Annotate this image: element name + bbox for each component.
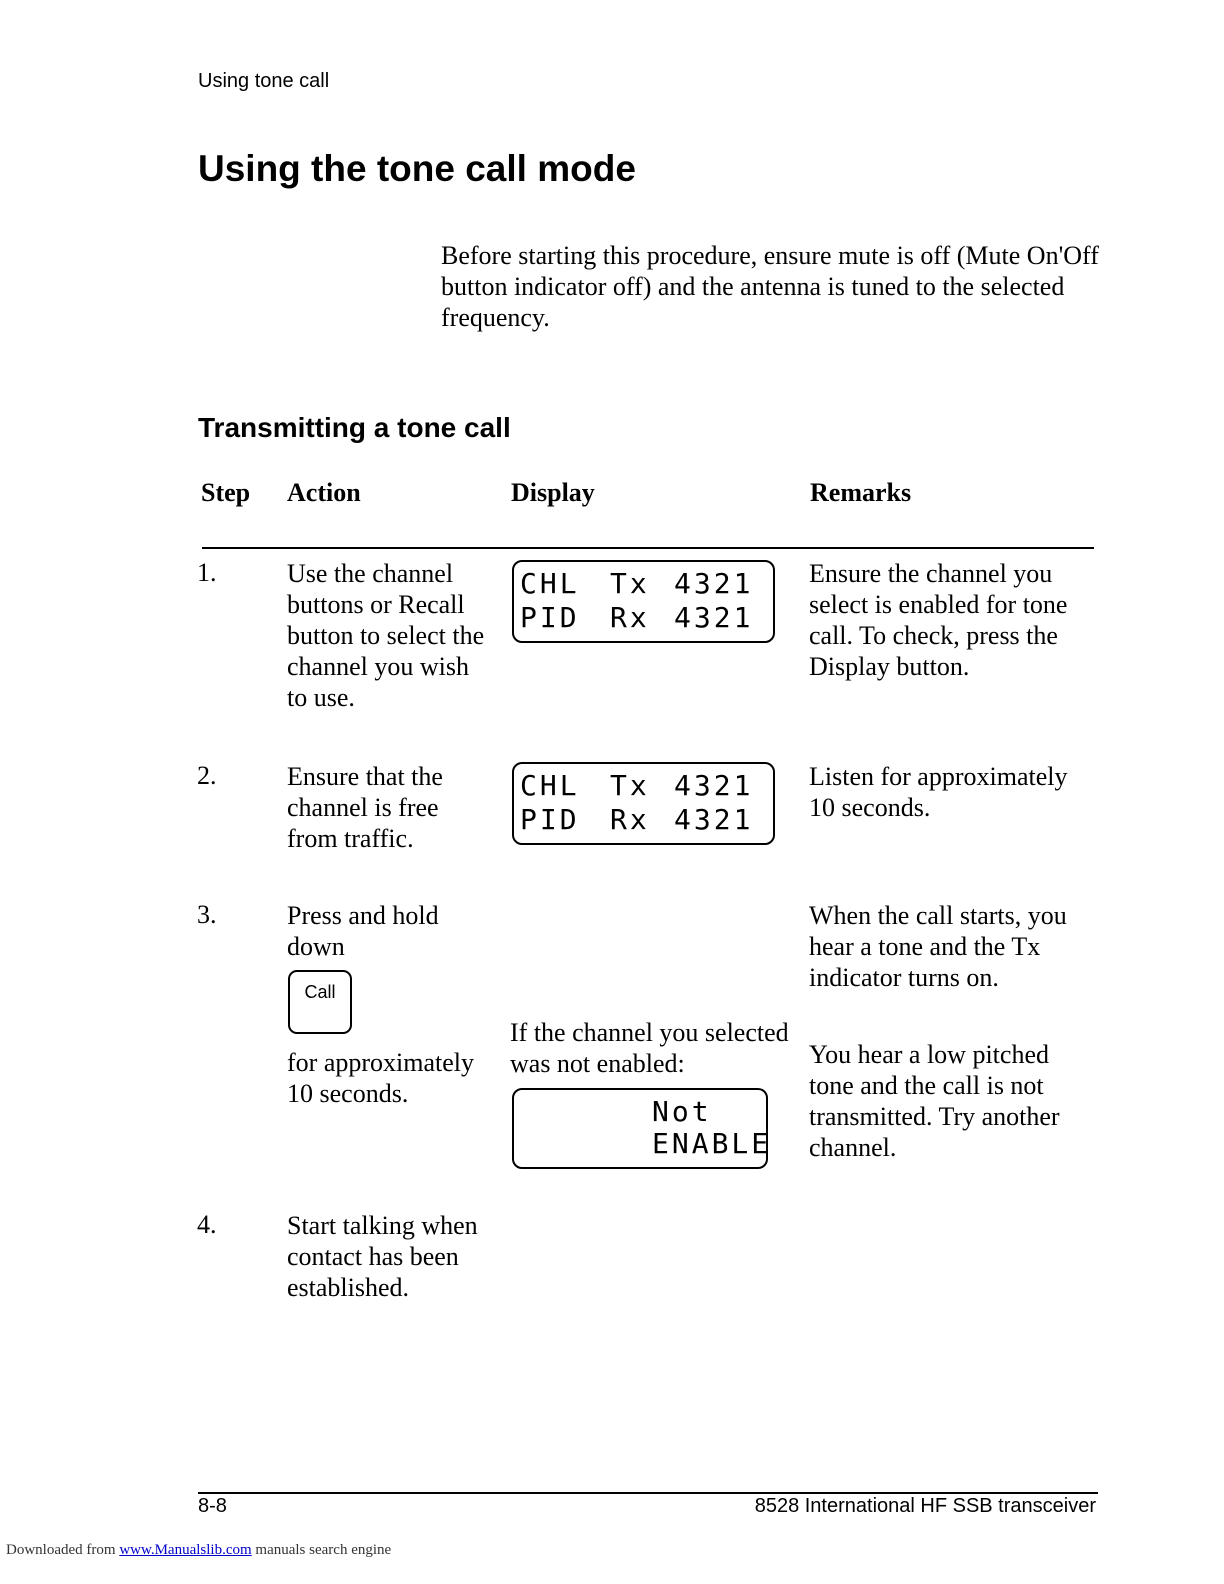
display-note: If the channel you selected was not enabled: — [510, 1018, 789, 1078]
page-number: 8-8 — [198, 1495, 227, 1517]
step-action-continued: for approximately 10 seconds. — [287, 1048, 474, 1108]
column-header-step: Step — [201, 478, 251, 507]
section-title: Transmitting a tone call — [198, 412, 511, 443]
page-title: Using the tone call mode — [198, 148, 636, 189]
download-prefix: Downloaded from — [6, 1542, 116, 1558]
lcd-text: Tx — [610, 769, 650, 802]
step-action: Start talking when contact has been established. — [287, 1211, 478, 1302]
step-remarks: Ensure the channel you select is enabled for tone call. To check, press the Display button. — [809, 559, 1068, 681]
lcd-text: 4321 — [674, 769, 754, 802]
lcd-text: 4321 — [674, 567, 754, 600]
header-rule — [202, 547, 1094, 549]
lcd-display-not-enable — [512, 1088, 772, 1169]
step-remarks: Listen for approximately 10 seconds. — [809, 762, 1068, 822]
lcd-text: Not — [652, 1095, 712, 1128]
step-action: Ensure that the channel is free from traffic. — [287, 762, 443, 853]
column-header-remarks: Remarks — [810, 478, 912, 507]
call-key-icon: Call — [288, 970, 352, 1034]
running-head: Using tone call — [198, 70, 330, 92]
lcd-display — [512, 762, 775, 845]
step-remarks: When the call starts, you hear a tone and the Tx indicator turns on. — [809, 901, 1067, 992]
step-action: Press and hold down — [287, 901, 439, 961]
lcd-display — [512, 560, 775, 643]
step-number: 2. — [197, 761, 217, 790]
lcd-text: CHL — [520, 567, 580, 600]
lcd-text: CHL — [520, 769, 580, 802]
step-number: 3. — [197, 900, 217, 929]
lcd-text: 4321 — [674, 601, 754, 634]
lcd-text: Tx — [610, 567, 650, 600]
footer-product: 8528 International HF SSB transceiver — [754, 1495, 1096, 1517]
step-number: 1. — [197, 558, 217, 587]
manualslib-link[interactable]: www.Manualslib.com — [119, 1542, 252, 1558]
lcd-text: Rx — [610, 803, 650, 836]
column-header-action: Action — [287, 478, 361, 507]
footer-rule — [198, 1492, 1098, 1494]
step-remarks-secondary: You hear a low pitched tone and the call is not transmitted. Try another channel. — [809, 1040, 1060, 1162]
step-action: Use the channel buttons or Recall button to select the channel you wish to use. — [287, 559, 485, 712]
download-note — [6, 1542, 391, 1559]
lcd-text: PID — [520, 601, 580, 634]
lcd-text: 4321 — [674, 803, 754, 836]
lcd-text: ENABLE — [652, 1127, 772, 1160]
step-number: 4. — [197, 1210, 217, 1239]
download-suffix: manuals search engine — [255, 1542, 392, 1558]
lcd-text: PID — [520, 803, 580, 836]
intro-paragraph: Before starting this procedure, ensure mute is off (Mute On'Off button indicator off) and the antenna is tuned to the selected frequency. — [441, 241, 1099, 332]
lcd-text: Rx — [610, 601, 650, 634]
column-header-display: Display — [511, 478, 595, 507]
